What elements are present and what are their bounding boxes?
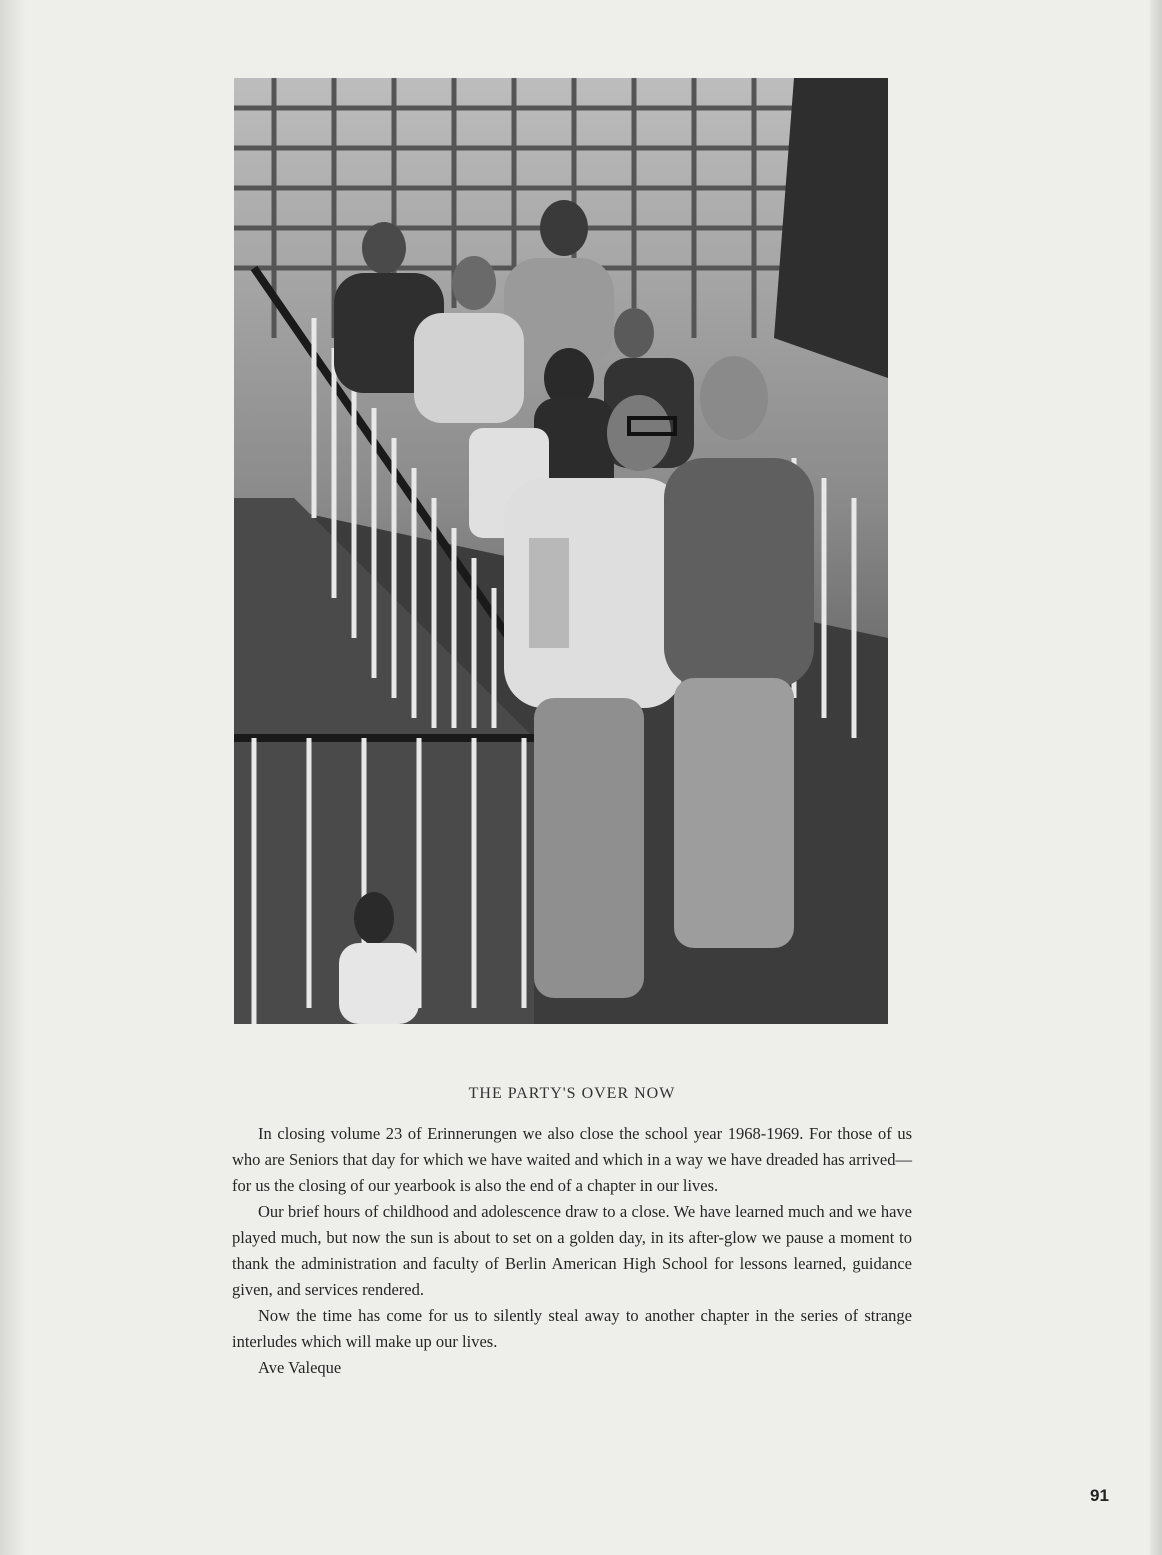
article-paragraph-3: Now the time has come for us to silently steal away to another chapter in the series of strange interludes which will make up our lives. — [232, 1306, 912, 1351]
article-paragraph-1: In closing volume 23 of Erinnerungen we also close the school year 1968-1969. For those of us who are Seniors that day for which we have waited and which in a way we have dreaded has arrived—for us the closing of our yearbook is also the end of a chapter in our lives. — [232, 1124, 912, 1195]
staircase-group-photo — [234, 78, 888, 1024]
article — [232, 1085, 912, 1381]
page-right-edge — [1150, 0, 1162, 1555]
page-number: 91 — [1090, 1486, 1109, 1505]
page-left-edge — [0, 0, 26, 1555]
article-heading: THE PARTY'S OVER NOW — [468, 1085, 676, 1102]
article-signoff: Ave Valeque — [258, 1358, 342, 1377]
article-paragraph-2: Our brief hours of childhood and adolescence draw to a close. We have learned much and we have played much, but now the sun is about to set on a golden day, in its after-glow we pause a moment to thank the administration and faculty of Berlin American High School for lessons learned, guidance given, and services rendered. — [232, 1202, 912, 1299]
photo-illustration — [234, 78, 888, 1024]
